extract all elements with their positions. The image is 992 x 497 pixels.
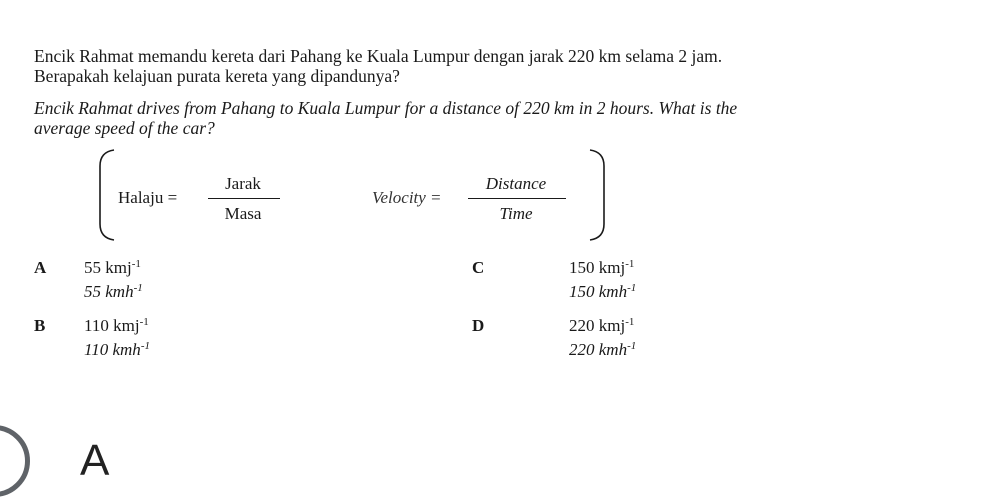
option-a-malay: 55 kmj$^{-1}$ <box>84 258 141 277</box>
option-c-english: 150 kmh$^{-1}$ <box>569 282 637 301</box>
formula-english-lhs: Velocity = <box>372 188 442 207</box>
option-b-letter: B <box>34 316 46 335</box>
question-english <box>34 98 964 138</box>
option-c-letter: C <box>472 258 485 277</box>
answer-text: A <box>80 436 110 485</box>
question-english-line-2: average speed of the car? <box>34 118 215 138</box>
option-d-english: 220 kmh$^{-1}$ <box>569 340 637 359</box>
formula-english-numerator: Distance <box>485 174 547 193</box>
option-b-malay: 110 kmj$^{-1}$ <box>84 316 149 335</box>
option-a-english: 55 kmh$^{-1}$ <box>84 282 143 301</box>
formula-english-denominator: Time <box>499 204 533 223</box>
formula-malay-numerator: Jarak <box>225 174 261 193</box>
option-d-letter: D <box>472 316 485 335</box>
formula-malay-fraction-bar <box>208 198 280 199</box>
answer-radio-icon[interactable] <box>0 425 30 497</box>
option-c-malay: 150 kmj$^{-1}$ <box>569 258 635 277</box>
question-malay-line-1: Encik Rahmat memandu kereta dari Pahang ke Kuala Lumpur dengan jarak 220 km selama 2 jam. <box>34 46 723 66</box>
option-d-malay: 220 kmj$^{-1}$ <box>569 316 635 335</box>
question-malay <box>34 46 974 86</box>
formula-malay-denominator: Masa <box>224 204 262 223</box>
option-b-english: 110 kmh$^{-1}$ <box>84 340 150 359</box>
formula-box <box>92 146 622 244</box>
question-malay-line-2: Berapakah kelajuan purata kereta yang dipandunya? <box>34 66 400 86</box>
formula-english-fraction-bar <box>468 198 566 199</box>
formula-malay-lhs: Halaju = <box>118 188 178 207</box>
option-a-letter: A <box>34 258 47 277</box>
question-english-line-1: Encik Rahmat drives from Pahang to Kuala Lumpur for a distance of 220 km in 2 hours. What is the <box>34 98 738 118</box>
